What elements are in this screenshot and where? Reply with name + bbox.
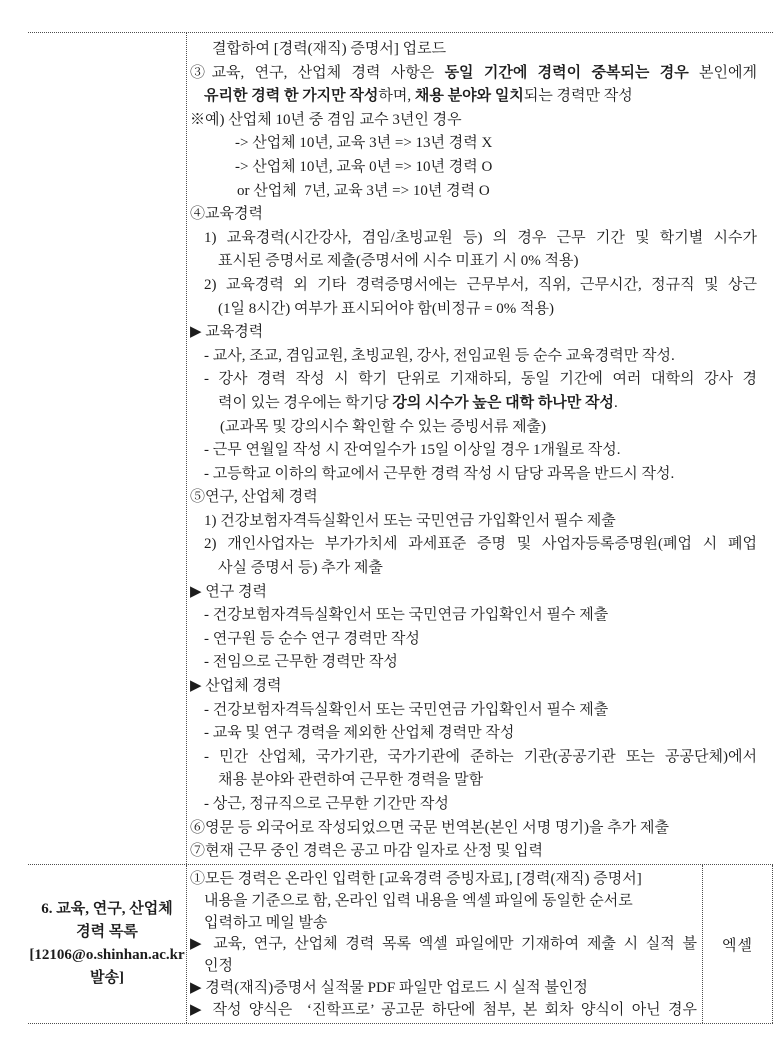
text-line: - 상근, 정규직으로 근무한 기간만 작성 <box>204 796 449 812</box>
text-line: (1일 8시간) 여부가 표시되어야 함(비정규 = 0% 적용) <box>218 300 555 317</box>
text-line: 발송] <box>90 970 124 986</box>
text-line: - 민간 산업체, 국가기관, 국가기관에 준하는 기관(공공기관 또는 공공단체)에서 <box>204 748 757 765</box>
text-line: 입력하고 메일 발송 <box>204 914 328 931</box>
text-line: ▶ 산업체 경력 <box>190 678 282 695</box>
text-line: 력이 있는 경우에는 학기당 강의 시수가 높은 대학 하나만 작성. <box>218 394 618 411</box>
text-line: 인정 <box>204 958 233 975</box>
career-list-content <box>187 865 703 1023</box>
career-instructions-table <box>28 32 773 1024</box>
text-line: 결합하여 [경력(재직) 증명서] 업로드 <box>212 41 447 57</box>
format-cell <box>703 865 773 1023</box>
empty-label-cell <box>28 33 187 864</box>
text-line: -> 산업체 10년, 교육 3년 => 13년 경력 X <box>235 135 493 152</box>
text-line: - 고등학교 이하의 학교에서 근무한 경력 작성 시 담당 과목을 반드시 작성. <box>204 465 675 482</box>
text-line: ▶ 교육경력 <box>190 324 264 341</box>
text-line: ③교육, 연구, 산업체 경력 사항은 동일 기간에 경력이 중복되는 경우 본인에게 <box>190 64 757 81</box>
text-line: - 연구원 등 순수 연구 경력만 작성 <box>204 630 420 647</box>
text-line: ▶ 경력(재직)증명서 실적물 PDF 파일만 업로드 시 실적 불인정 <box>190 979 588 996</box>
text-line: ⑤연구, 산업체 경력 <box>190 489 318 506</box>
format-label: 엑셀 <box>722 937 753 954</box>
text-line: - 건강보험자격득실확인서 또는 국민연금 가입확인서 필수 제출 <box>204 701 609 718</box>
text-line: ▶ 교육, 연구, 산업체 경력 목록 엑셀 파일에만 기재하여 제출 시 실적 불 <box>190 936 697 953</box>
text-line: 1) 건강보험자격득실확인서 또는 국민연금 가입확인서 필수 제출 <box>204 512 616 529</box>
text-line: 내용을 기준으로 함, 온라인 입력 내용을 엑셀 파일에 동일한 순서로 <box>204 892 633 909</box>
text-line: 사실 증명서 등) 추가 제출 <box>218 560 383 577</box>
text-line: (교과목 및 강의시수 확인할 수 있는 증빙서류 제출) <box>220 418 547 435</box>
text-line: 경력 목록 <box>76 924 138 940</box>
text-line: 6. 교육, 연구, 산업체 <box>41 901 173 917</box>
text-line: ①모든 경력은 온라인 입력한 [교육경력 증빙자료], [경력(재직) 증명서] <box>190 871 642 887</box>
text-line: - 교사, 조교, 겸임교원, 초빙교원, 강사, 전임교원 등 순수 교육경력만 작성. <box>204 347 675 364</box>
text-line: - 근무 연월일 작성 시 잔여일수가 15일 이상일 경우 1개월로 작성. <box>204 442 621 459</box>
career-list-label <box>28 865 187 1023</box>
continued-instructions-row <box>28 33 773 864</box>
text-line: or 산업체 7년, 교육 3년 => 10년 경력 O <box>237 182 490 199</box>
continued-instructions-content <box>187 33 773 864</box>
text-line: - 교육 및 연구 경력을 제외한 산업체 경력만 작성 <box>204 725 515 742</box>
text-line: ※예) 산업체 10년 중 겸임 교수 3년인 경우 <box>190 111 462 128</box>
text-line: 유리한 경력 한 가지만 작성하며, 채용 분야와 일치되는 경력만 작성 <box>204 88 633 105</box>
text-line: ▶ 작성 양식은 ‘진학프로’ 공고문 하단에 첨부, 본 회차 양식이 아닌 경우 <box>190 1001 697 1018</box>
text-line: - 전임으로 근무한 경력만 작성 <box>204 654 398 671</box>
text-line: ▶ 연구 경력 <box>190 583 267 600</box>
career-list-row <box>28 864 773 1023</box>
text-line: 2) 개인사업자는 부가가치세 과세표준 증명 및 사업자등록증명원(폐업 시 폐업 <box>204 536 757 553</box>
text-line: ④교육경력 <box>190 206 263 223</box>
text-line: - 강사 경력 작성 시 학기 단위로 기재하되, 동일 기간에 여러 대학의 강사 경 <box>204 371 757 388</box>
text-line: 채용 분야와 관련하여 근무한 경력을 말함 <box>218 772 484 789</box>
text-line: 표시된 증명서로 제출(증명서에 시수 미표기 시 0% 적용) <box>218 253 579 270</box>
text-line: [12106@o.shinhan.ac.kr <box>29 947 185 963</box>
text-line: ⑦현재 근무 중인 경력은 공고 마감 일자로 산정 및 입력 <box>190 843 544 860</box>
text-line: - 건강보험자격득실확인서 또는 국민연금 가입확인서 필수 제출 <box>204 607 609 624</box>
text-line: -> 산업체 10년, 교육 0년 => 10년 경력 O <box>235 158 493 175</box>
text-line: 2) 교육경력 외 기타 경력증명서에는 근무부서, 직위, 근무시간, 정규직 및 상근 <box>204 276 757 293</box>
text-line: 1) 교육경력(시간강사, 겸임/초빙교원 등) 의 경우 근무 기간 및 학기별 시수가 <box>204 229 757 246</box>
text-line: ⑥영문 등 외국어로 작성되었으면 국문 번역본(본인 서명 명기)을 추가 제출 <box>190 819 669 836</box>
